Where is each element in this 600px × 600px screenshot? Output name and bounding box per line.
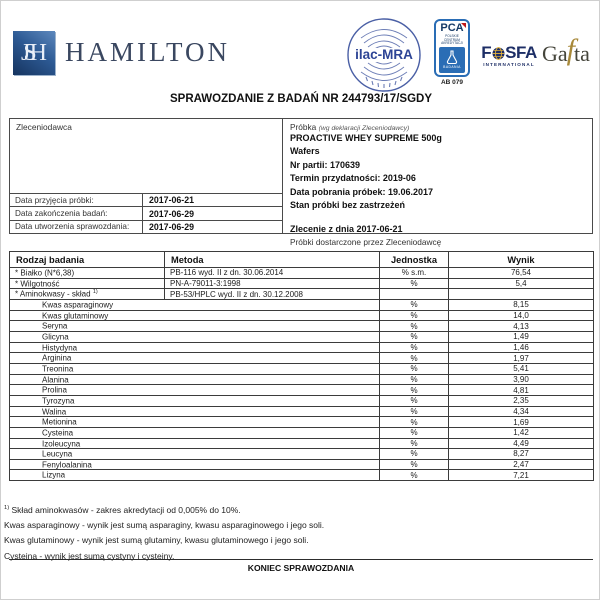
result-cell: [449, 289, 594, 300]
result-cell: 1,42: [449, 427, 594, 438]
unit-cell: %: [380, 331, 449, 342]
results-row: [10, 395, 594, 406]
fosfa-name-end: SFA: [505, 43, 537, 62]
footnotes: [4, 502, 594, 563]
jsh-logo: [13, 31, 55, 75]
date-row: [10, 206, 282, 219]
results-row: [10, 406, 594, 417]
pca-subtitle: POLSKIE CENTRUM AKREDYTACJI: [441, 34, 463, 46]
info-section: [9, 118, 593, 248]
footnote: Kwas glutaminowy - wynik jest sumą glutaminy, kwasu glutaminowego i jego soli.: [4, 535, 309, 546]
date-value: 2017-06-29: [142, 207, 282, 219]
test-name-cell: Kwas glutaminowy: [10, 310, 165, 321]
method-cell: [165, 331, 380, 342]
gafta-logo: Ga f ta: [542, 33, 590, 66]
result-cell: 1,46: [449, 342, 594, 353]
results-row: [10, 449, 594, 460]
unit-cell: %: [380, 417, 449, 428]
result-cell: 3,90: [449, 374, 594, 385]
results-row: [10, 289, 594, 300]
result-cell: 76,54: [449, 268, 594, 279]
date-label: Data przyjęcia próbki:: [15, 195, 94, 205]
sample-line: Wafers: [290, 146, 320, 157]
results-row: [10, 278, 594, 289]
test-name-cell: Prolina: [10, 385, 165, 396]
sample-line: PROACTIVE WHEY SUPREME 500g: [290, 133, 442, 143]
pca-accreditation-code: AB 079: [440, 79, 464, 86]
method-cell: [165, 459, 380, 470]
unit-cell: %: [380, 385, 449, 396]
unit-cell: %: [380, 374, 449, 385]
method-cell: [165, 395, 380, 406]
column-header-method: Metoda: [165, 252, 380, 268]
unit-cell: %: [380, 459, 449, 470]
result-cell: 4,81: [449, 385, 594, 396]
test-name-cell: Treonina: [10, 363, 165, 374]
method-cell: [165, 353, 380, 364]
results-row: [10, 438, 594, 449]
fosfa-subtitle: INTERNATIONAL: [483, 62, 535, 67]
unit-cell: %: [380, 449, 449, 460]
pca-red-accent: [461, 23, 466, 28]
test-name-cell: * Aminokwasy - skład $^{1)}$: [10, 289, 165, 300]
client-box: [10, 119, 282, 233]
sample-box: [282, 119, 592, 248]
fosfa-name-start: F: [481, 43, 492, 62]
results-row: [10, 459, 594, 470]
method-cell: PN-A-79011-3:1998: [165, 278, 380, 289]
sample-line: Termin przydatności: 2019-06: [290, 173, 416, 184]
method-cell: [165, 374, 380, 385]
dates-table: [10, 193, 282, 233]
result-cell: 14,0: [449, 310, 594, 321]
method-cell: [165, 310, 380, 321]
test-name-cell: Metionina: [10, 417, 165, 428]
result-cell: 4,49: [449, 438, 594, 449]
test-name-cell: Walina: [10, 406, 165, 417]
result-cell: 8,15: [449, 299, 594, 310]
method-cell: [165, 449, 380, 460]
fosfa-logo: [478, 45, 540, 67]
test-name-cell: Lizyna: [10, 470, 165, 481]
results-row: [10, 342, 594, 353]
date-label: Data utworzenia sprawozdania:: [15, 222, 130, 232]
results-row: [10, 363, 594, 374]
method-cell: [165, 363, 380, 374]
results-row: [10, 310, 594, 321]
result-cell: 4,13: [449, 321, 594, 332]
result-cell: 1,97: [449, 353, 594, 364]
pca-badge: [439, 47, 465, 73]
results-row: [10, 268, 594, 279]
end-of-report-label: KONIEC SPRAWOZDANIA: [247, 563, 355, 573]
unit-cell: %: [380, 310, 449, 321]
results-row: [10, 321, 594, 332]
unit-cell: % s.m.: [380, 268, 449, 279]
brand-name: HAMILTON: [65, 37, 231, 67]
results-header-row: [10, 252, 594, 268]
results-row: [10, 427, 594, 438]
globe-icon: [492, 47, 505, 60]
sample-label-note: (wg deklaracji Zleceniodawcy): [318, 125, 410, 132]
method-cell: [165, 470, 380, 481]
test-name-cell: Izoleucyna: [10, 438, 165, 449]
result-cell: 7,21: [449, 470, 594, 481]
report-title: SPRAWOZDANIE Z BADAŃ NR 244793/17/SGDY: [169, 93, 432, 105]
date-row: [10, 220, 282, 233]
method-cell: [165, 427, 380, 438]
client-label: Zleceniodawca: [16, 122, 72, 132]
pca-name: PCA: [440, 22, 464, 34]
test-name-cell: Arginina: [10, 353, 165, 364]
unit-cell: %: [380, 342, 449, 353]
unit-cell: %: [380, 406, 449, 417]
gafta-leaf-f: f: [566, 33, 575, 66]
results-row: [10, 353, 594, 364]
test-name-cell: Alanina: [10, 374, 165, 385]
test-name-cell: Cysteina: [10, 427, 165, 438]
result-cell: 1,69: [449, 417, 594, 428]
unit-cell: %: [380, 363, 449, 374]
unit-cell: [380, 289, 449, 300]
column-header-unit: Jednostka: [380, 252, 449, 268]
test-name-cell: * Białko (N*6,38): [10, 268, 165, 279]
method-cell: [165, 417, 380, 428]
pca-logo: [434, 19, 470, 86]
sample-line: Stan próbki bez zastrzeżeń: [290, 200, 406, 211]
result-cell: 2,35: [449, 395, 594, 406]
results-table: [9, 251, 594, 481]
jsh-logo-initials: JSH: [20, 39, 41, 66]
sample-lines: [290, 132, 585, 212]
method-cell: [165, 406, 380, 417]
test-name-cell: * Wilgotność: [10, 278, 165, 289]
test-name-cell: Seryna: [10, 321, 165, 332]
pca-badge-label: BADANIA: [443, 65, 461, 70]
footnote: Kwas asparaginowy - wynik jest sumą asparaginy, kwasu asparaginowego i jego soli.: [4, 520, 325, 531]
method-cell: [165, 385, 380, 396]
date-value: 2017-06-21: [142, 194, 282, 206]
results-row: [10, 470, 594, 481]
footnote: $^{1)}$ Skład aminokwasów - zakres akredytacji od 0,005% do 10%.: [4, 504, 241, 515]
sample-label: Próbka: [290, 122, 317, 132]
date-row: [10, 193, 282, 206]
test-name-cell: Kwas asparaginowy: [10, 299, 165, 310]
test-name-cell: Glicyna: [10, 331, 165, 342]
date-value: 2017-06-29: [142, 221, 282, 233]
end-divider: [9, 559, 593, 560]
unit-cell: %: [380, 299, 449, 310]
unit-cell: %: [380, 395, 449, 406]
ilac-mra-stamp: [346, 17, 422, 98]
results-row: [10, 385, 594, 396]
column-header-result: Wynik: [449, 252, 594, 268]
footnote: Cysteina - wynik jest sumą cystyny i cysteiny.: [4, 550, 175, 561]
results-row: [10, 331, 594, 342]
result-cell: 5,4: [449, 278, 594, 289]
results-row: [10, 417, 594, 428]
unit-cell: %: [380, 353, 449, 364]
unit-cell: %: [380, 438, 449, 449]
column-header-test: Rodzaj badania: [10, 252, 165, 268]
unit-cell: %: [380, 470, 449, 481]
method-cell: [165, 342, 380, 353]
unit-cell: %: [380, 278, 449, 289]
method-cell: PB-53/HPLC wyd. II z dn. 30.12.2008: [165, 289, 380, 300]
results-row: [10, 299, 594, 310]
ilac-mra-label: ilac-MRA: [355, 47, 413, 62]
delivery-line: Próbki dostarczone przez Zleceniodawcę: [290, 237, 442, 248]
test-name-cell: Fenyloalanina: [10, 459, 165, 470]
result-cell: 1,49: [449, 331, 594, 342]
method-cell: [165, 321, 380, 332]
order-line: Zlecenie z dnia 2017-06-21: [290, 224, 403, 235]
method-cell: [165, 438, 380, 449]
sample-line: Nr partii: 170639: [290, 159, 361, 170]
result-cell: 2,47: [449, 459, 594, 470]
result-cell: 4,34: [449, 406, 594, 417]
unit-cell: %: [380, 321, 449, 332]
test-name-cell: Tyrozyna: [10, 395, 165, 406]
result-cell: 5,41: [449, 363, 594, 374]
method-cell: PB-116 wyd. II z dn. 30.06.2014: [165, 268, 380, 279]
flask-icon: [446, 50, 458, 64]
date-label: Data zakończenia badań:: [15, 209, 108, 219]
method-cell: [165, 299, 380, 310]
results-row: [10, 374, 594, 385]
sample-line: Data pobrania próbek: 19.06.2017: [290, 186, 434, 197]
test-name-cell: Leucyna: [10, 449, 165, 460]
result-cell: 8,27: [449, 449, 594, 460]
unit-cell: %: [380, 427, 449, 438]
test-name-cell: Histydyna: [10, 342, 165, 353]
